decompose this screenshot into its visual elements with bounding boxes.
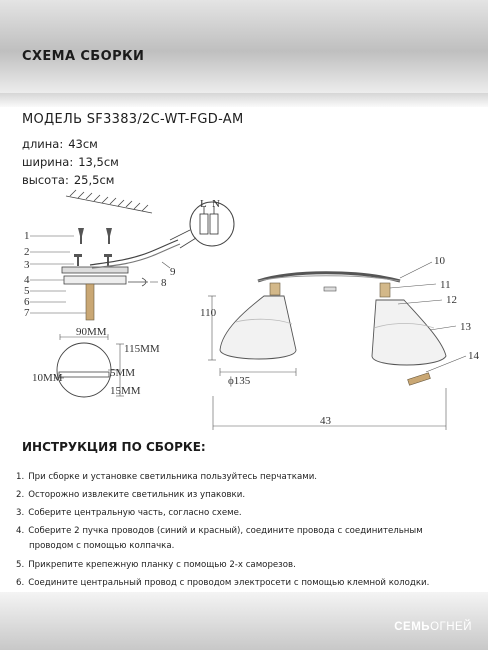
callout-1: 1 [24, 230, 30, 242]
spec-value: 43см [68, 137, 98, 151]
step-number: 6. [16, 578, 25, 588]
step-text: Соберите 2 пучка проводов (синий и красный), соедините провода с соединительным [28, 526, 423, 536]
callout-8: 8 [161, 277, 167, 289]
left-lamp-shade [220, 296, 296, 359]
brand-bold: СЕМЬ [394, 621, 431, 633]
ceiling-hatch [66, 190, 152, 213]
plate-dim-screw-b: 15ММ [110, 385, 141, 397]
callout-10: 10 [434, 255, 445, 267]
callout-5: 5 [24, 285, 30, 297]
shade-diameter: ϕ135 [228, 375, 251, 387]
callout-13: 13 [460, 321, 471, 333]
instruction-step [16, 578, 429, 588]
callout-2: 2 [24, 246, 30, 258]
callout-7: 7 [24, 307, 30, 319]
spec-label: высота: [22, 173, 69, 187]
instruction-step [16, 526, 423, 551]
brand-regular: ОГНЕЙ [430, 621, 472, 633]
spec-value: 25,5см [73, 173, 115, 187]
step-text-continued: проводом с помощью колпачка. [29, 541, 175, 551]
document-title: СХЕМА СБОРКИ [22, 49, 145, 64]
ceiling-plate-detail [32, 326, 160, 397]
lamp-arm [258, 273, 400, 297]
instruction-step [16, 508, 242, 518]
spec-value: 13,5см [78, 155, 119, 169]
brand-logo [394, 621, 472, 633]
model-number: МОДЕЛЬ SF3383/2C-WT-FGD-AM [22, 112, 244, 127]
spec-label: длина: [22, 137, 64, 151]
left-callouts [30, 236, 86, 313]
step-text: Прикрепите крепежную планку с помощью 2-х саморезов. [28, 560, 296, 570]
callout-4: 4 [24, 274, 30, 286]
callout-12: 12 [446, 294, 457, 306]
callout-11: 11 [440, 279, 451, 291]
instruction-step [16, 490, 245, 500]
step-text: Осторожно извлеките светильник из упаковки. [28, 490, 246, 500]
plate-dim-top: 90ММ [76, 326, 107, 338]
callout-14: 14 [468, 350, 479, 362]
callout-6: 6 [24, 296, 30, 308]
spec-label: ширина: [22, 155, 74, 169]
instruction-step [16, 560, 296, 570]
terminal-detail [170, 198, 234, 248]
step-number: 1. [16, 472, 25, 482]
terminal-label-n: N [212, 198, 220, 210]
instructions-title: ИНСТРУКЦИЯ ПО СБОРКЕ: [22, 440, 206, 454]
callout-9: 9 [170, 266, 176, 278]
plate-dim-right: 115ММ [124, 343, 160, 355]
step-number: 2. [16, 490, 25, 500]
total-length: 43 [320, 415, 331, 427]
callout-3: 3 [24, 259, 30, 271]
step-number: 5. [16, 560, 25, 570]
terminal-label-l: L [200, 198, 207, 210]
step-text: Соедините центральный провод с проводом электросети с помощью клемной колодки. [28, 578, 430, 588]
step-number: 3. [16, 508, 25, 518]
step-text: Соберите центральную часть, согласно схеме. [28, 508, 242, 518]
step-text: При сборке и установке светильника пользуйтесь перчатками. [28, 472, 318, 482]
screw-icon [74, 228, 112, 266]
plate-dim-screw-a: 5ММ [110, 367, 136, 379]
shade-height: 110 [200, 307, 217, 319]
plate-dim-left: 10ММ [32, 372, 63, 384]
step-number: 4. [16, 526, 25, 536]
instruction-step [16, 472, 317, 482]
right-lamp-shade [372, 300, 446, 385]
